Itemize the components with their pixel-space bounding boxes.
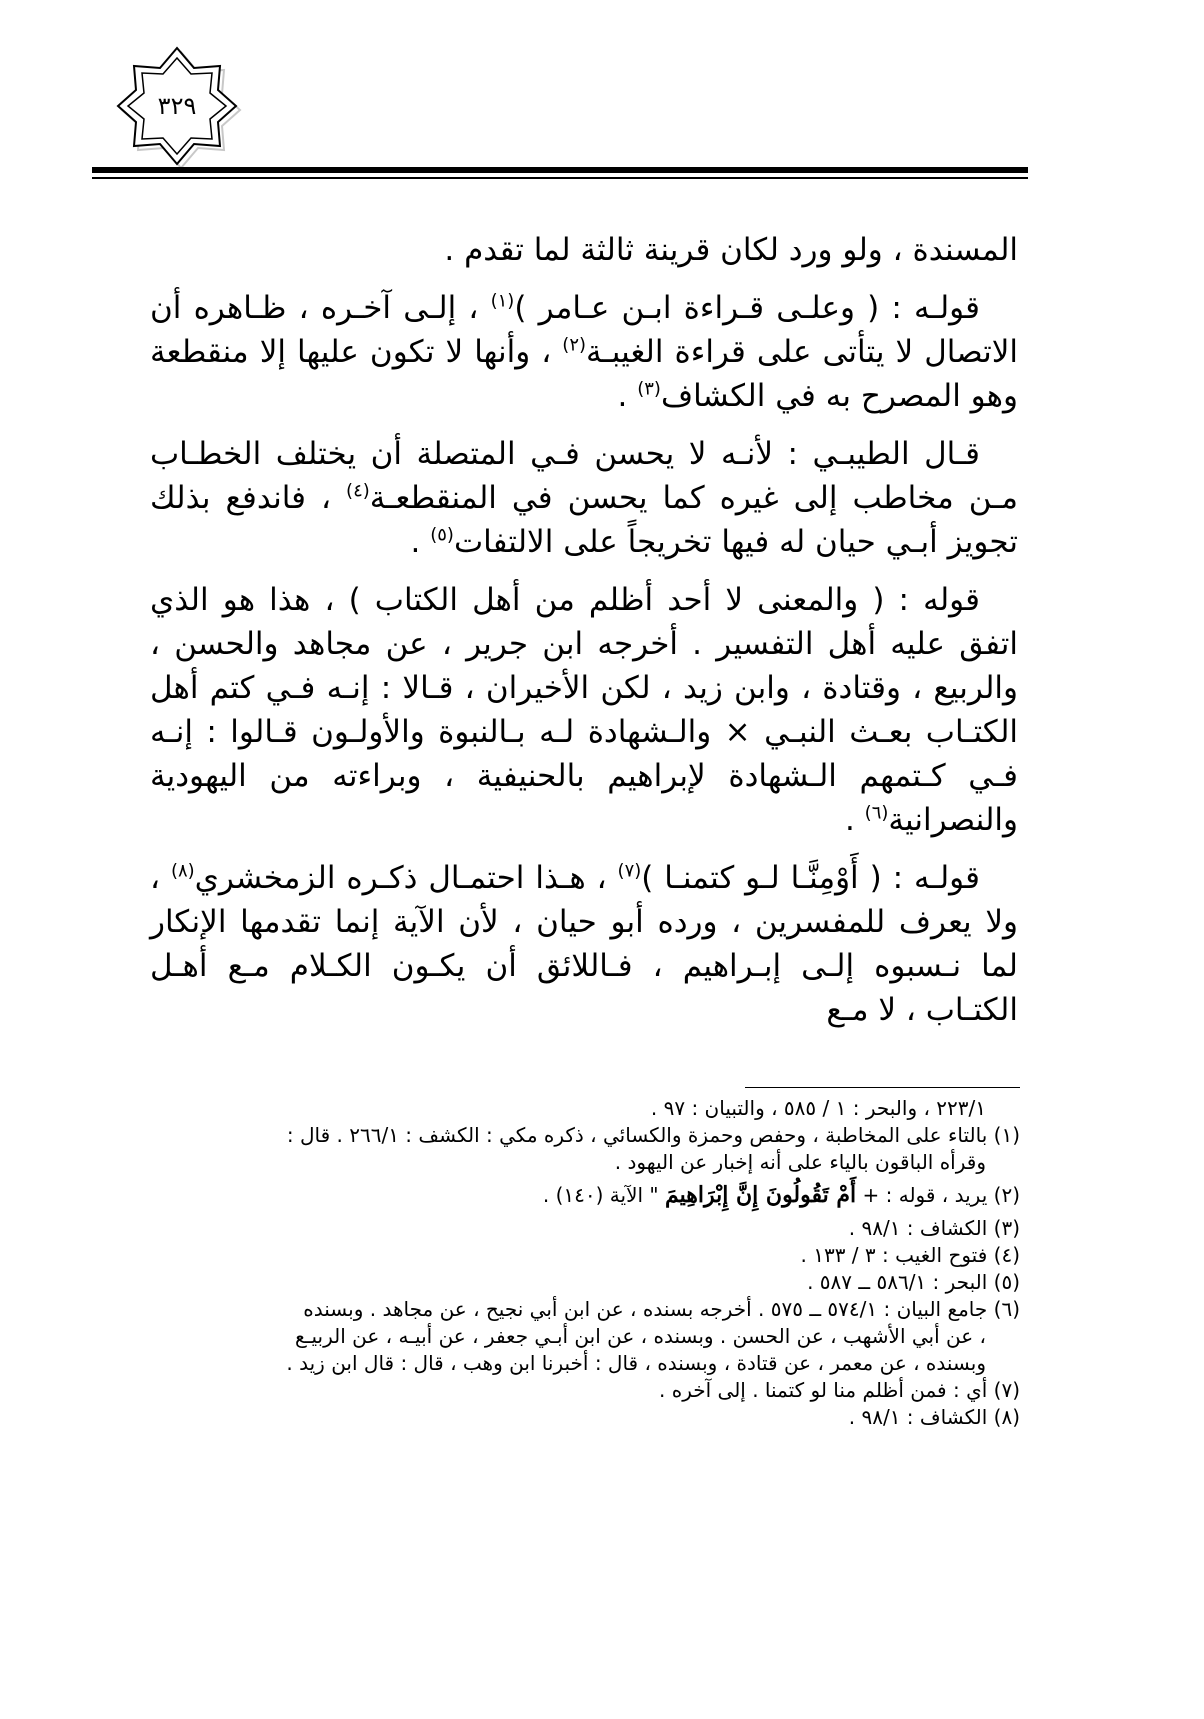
header-rule-thick: [92, 167, 1028, 173]
footnote-7: (٧) أي : فمن أظلم منا لو كتمنا . إلى آخره .: [659, 1378, 1020, 1402]
main-text: [150, 228, 1018, 1046]
footnote-separator: [745, 1087, 1020, 1088]
quran-verse: أَمْ تَقُولُونَ إِنَّ إِبْرَاهِيمَ: [664, 1182, 857, 1208]
footnote-5: (٥) البحر : ٥٨٦/١ ــ ٥٨٧ .: [807, 1270, 1020, 1294]
footnote-1: (١) بالتاء على المخاطبة ، وحفص وحمزة والكسائي ، ذكره مكي : الكشف : ٢٦٦/١ . قال :: [286, 1123, 1020, 1147]
page-number-badge: [108, 42, 246, 170]
footnote-6: (٦) جامع البيان : ٥٧٤/١ ــ ٥٧٥ . أخرجه بسنده ، عن ابن أبي نجيح ، عن مجاهد . وبسنده: [303, 1297, 1020, 1321]
footnote-8: (٨) الكشاف : ٩٨/١ .: [848, 1405, 1020, 1429]
paragraph-1: المسندة ، ولو ورد لكان قرينة ثالثة لما تقدم .: [444, 232, 1018, 268]
footnote-ref-3[interactable]: (٣): [637, 378, 661, 400]
footnote-3: (٣) الكشاف : ٩٨/١ .: [848, 1216, 1020, 1240]
page-number: ٣٢٩: [157, 92, 197, 120]
header-rule-thin: [92, 177, 1028, 179]
footnote-ref-1[interactable]: (١): [490, 290, 515, 312]
footnote-ref-4[interactable]: (٤): [346, 480, 370, 502]
footnote-1-continued: وقرأه الباقون بالياء على أنه إخبار عن اليهود .: [614, 1150, 986, 1174]
footnote-2: (٢) يريد ، قوله : + أَمْ تَقُولُونَ إِنَّ إِبْرَاهِيمَ " الآية (١٤٠) .: [542, 1182, 1020, 1208]
footnote-4: (٤) فتوح الغيب : ٣ / ١٣٣ .: [800, 1243, 1020, 1267]
footnote-6-continued-2: وبسنده ، عن معمر ، عن قتادة ، وبسنده ، قال : أخبرنا ابن وهب ، قال : قال ابن زيد .: [286, 1351, 986, 1375]
paragraph-2: قولـه : ( وعلـى قـراءة ابـن عـامر )$^{(١)}$ ، إلـى آخـره ، ظـاهره أن الاتصال لا يتأتى على قراءة الغيبـة$^{(٢)}$ ، وأنها لا تكون عليها إلا منقطعة وهو المصرح به في الكشاف$^{(٣)}$ .: [150, 290, 1018, 414]
paragraph-5: قولـه : ( أَوْمِنَّـا لـو كتمنـا )$^{(٧)}$ ، هـذا احتمـال ذكـره الزمخشري$^{(٨)}$ ، ولا يعرف للمفسرين ، ورده أبو حيان ، لأن الآية إنما تقدمها الإنكار لما نـسبوه إلـى إبـراهيم ، فـاللائق أن يكـون الكـلام مـع أهـل الكتـاب ، لا مـع: [150, 860, 1018, 1028]
footnote-ref-2[interactable]: (٢): [562, 334, 587, 356]
footnote-ref-7[interactable]: (٧): [617, 860, 642, 882]
footnote-ref-8[interactable]: (٨): [170, 860, 195, 882]
footnote-ref-6[interactable]: (٦): [864, 802, 889, 824]
paragraph-3: قـال الطيبـي : لأنـه لا يحسن فـي المتصلة أن يختلف الخطـاب مـن مخاطب إلى غيره كما يحسن في المنقطعـة$^{(٤)}$ ، فاندفع بذلك تجويز أبـي حيان له فيها تخريجاً على الالتفات$^{(٥)}$ .: [150, 436, 1018, 560]
footnotes: [150, 1095, 1020, 1431]
paragraph-4: قوله : ( والمعنى لا أحد أظلم من أهل الكتاب ) ، هذا هو الذي اتفق عليه أهل التفسير . أخرجه ابن جرير ، عن مجاهد والحسن ، والربيع ، وقتادة ، وابن زيد ، لكن الأخيران ، قـالا : إنـه فـي كتم أهل الكتـاب بعـث النبـي × والـشهادة لـه بـالنبوة والأولـون قـالوا : إنـه فـي كـتمهم الـشهادة لإبراهيم بالحنيفية ، وبراءته من اليهودية والنصرانية$^{(٦)}$ .: [150, 582, 1018, 838]
footnote-carryover: ٢٢٣/١ ، والبحر : ١ / ٥٨٥ ، والتبيان : ٩٧ .: [650, 1096, 986, 1120]
footnote-6-continued-1: ، عن أبي الأشهب ، عن الحسن . وبسنده ، عن ابن أبـي جعفر ، عن أبيـه ، عن الربيـع: [295, 1324, 986, 1348]
footnote-ref-5[interactable]: (٥): [430, 524, 454, 546]
